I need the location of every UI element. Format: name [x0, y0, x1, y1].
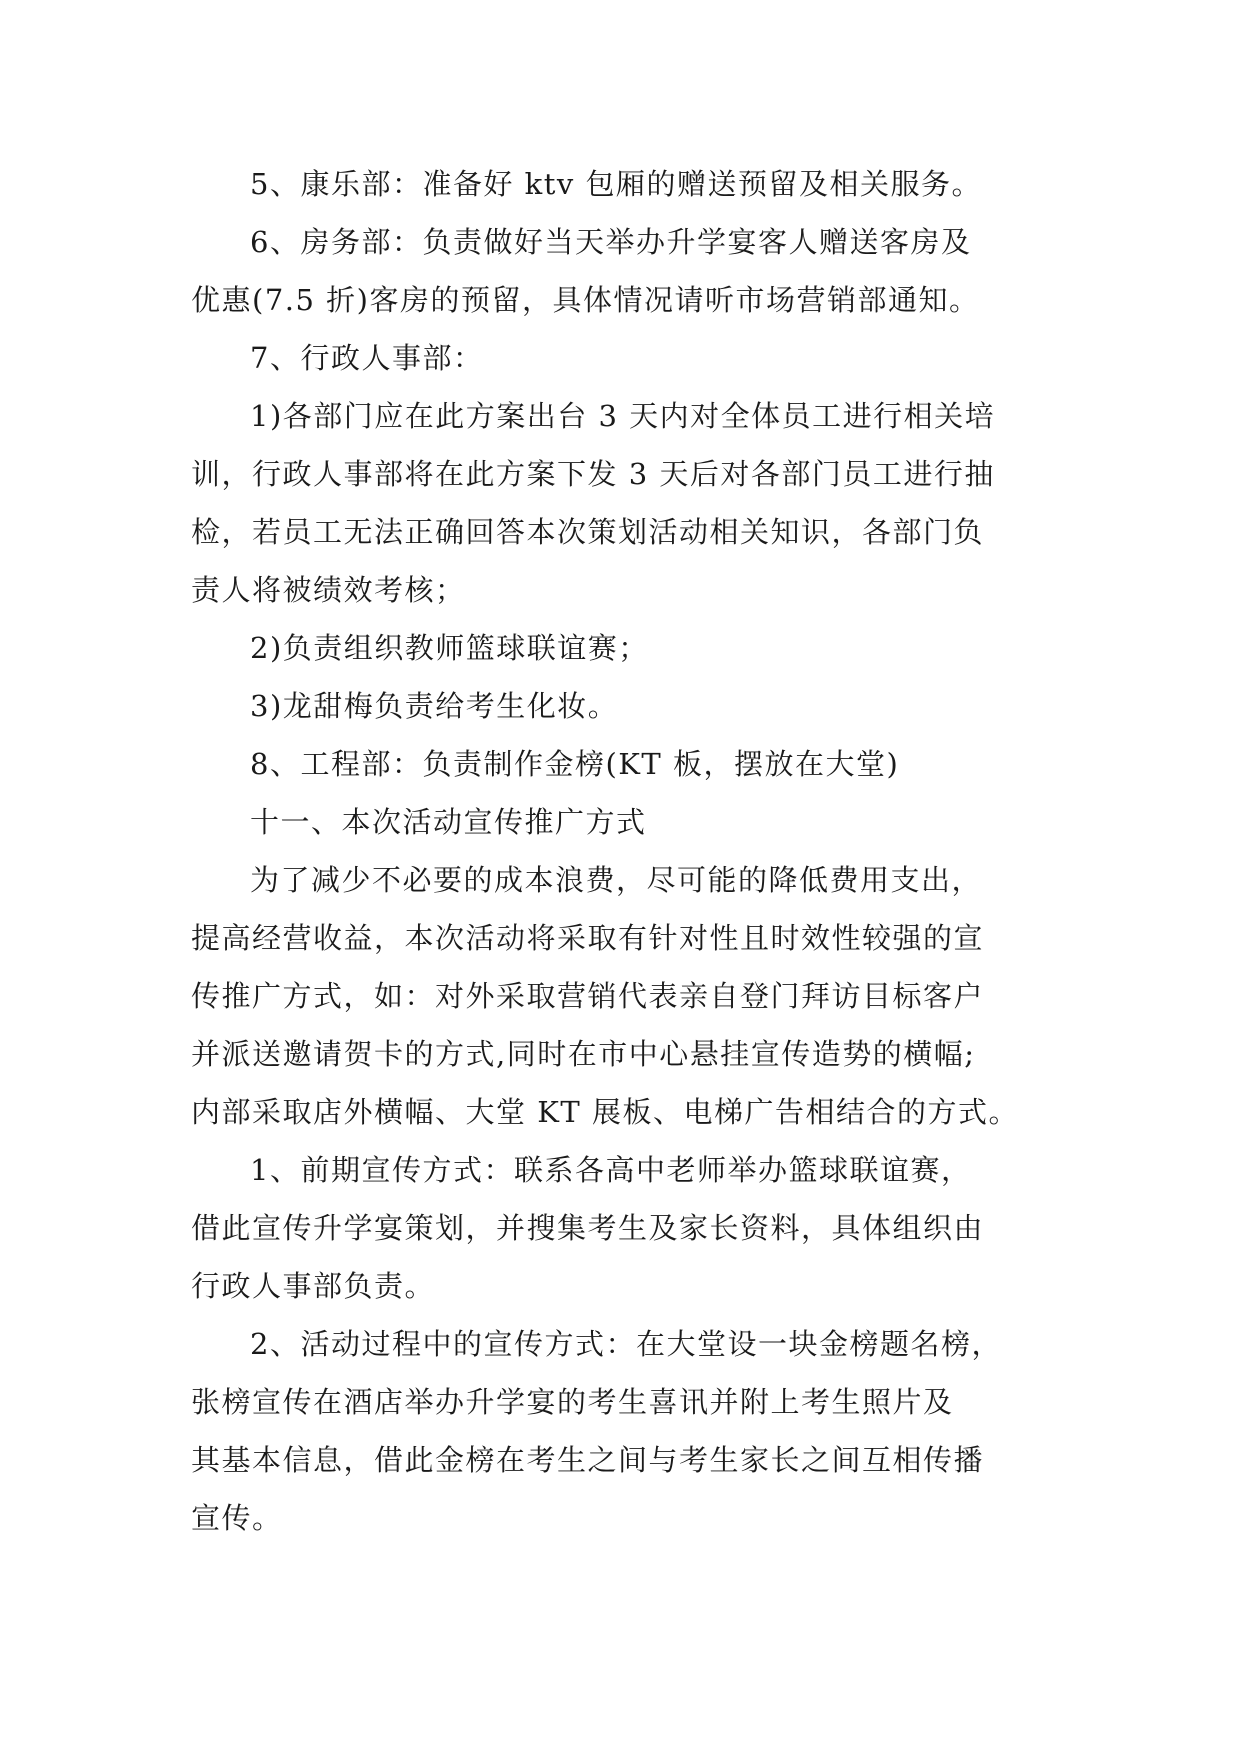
text-line: 行政人事部负责。 [191, 1269, 436, 1303]
text-line: 责人将被绩效考核； [191, 573, 466, 607]
text-line: 5、康乐部：准备好 ktv 包厢的赠送预留及相关服务。 [250, 167, 982, 201]
text-line: 张榜宣传在酒店举办升学宴的考生喜讯并附上考生照片及 [191, 1385, 954, 1419]
text-line: 宣传。 [191, 1501, 283, 1535]
text-line: 1)各部门应在此方案出台 3 天内对全体员工进行相关培 [250, 399, 996, 433]
text-line: 3)龙甜梅负责给考生化妆。 [250, 689, 619, 723]
text-line: 2)负责组织教师篮球联谊赛； [250, 631, 649, 665]
text-line: 检，若员工无法正确回答本次策划活动相关知识，各部门负 [191, 515, 985, 549]
text-line: 并派送邀请贺卡的方式,同时在市中心悬挂宣传造势的横幅; [191, 1037, 976, 1071]
text-line: 提高经营收益，本次活动将采取有针对性且时效性较强的宣 [191, 921, 985, 955]
text-line: 为了减少不必要的成本浪费，尽可能的降低费用支出， [250, 863, 983, 897]
text-line: 8、工程部：负责制作金榜(KT 板，摆放在大堂) [250, 747, 900, 781]
text-line: 优惠(7.5 折)客房的预留，具体情况请听市场营销部通知。 [191, 283, 980, 317]
text-line: 其基本信息，借此金榜在考生之间与考生家长之间互相传播 [191, 1443, 985, 1477]
text-line: 6、房务部：负责做好当天举办升学宴客人赠送客房及 [250, 225, 972, 259]
text-line: 传推广方式，如：对外采取营销代表亲自登门拜访目标客户 [191, 979, 985, 1013]
text-line: 训，行政人事部将在此方案下发 3 天后对各部门员工进行抽 [191, 457, 995, 491]
section-heading: 十一、本次活动宣传推广方式 [250, 805, 647, 839]
text-line: 1、前期宣传方式：联系各高中老师举办篮球联谊赛， [250, 1153, 972, 1187]
document-body [191, 155, 1071, 1547]
text-line: 内部采取店外横幅、大堂 KT 展板、电梯广告相结合的方式。 [191, 1095, 1019, 1129]
text-line: 借此宣传升学宴策划，并搜集考生及家长资料，具体组织由 [191, 1211, 985, 1245]
text-line: 2、活动过程中的宣传方式：在大堂设一块金榜题名榜， [250, 1327, 1002, 1361]
text-line: 7、行政人事部： [250, 341, 484, 375]
